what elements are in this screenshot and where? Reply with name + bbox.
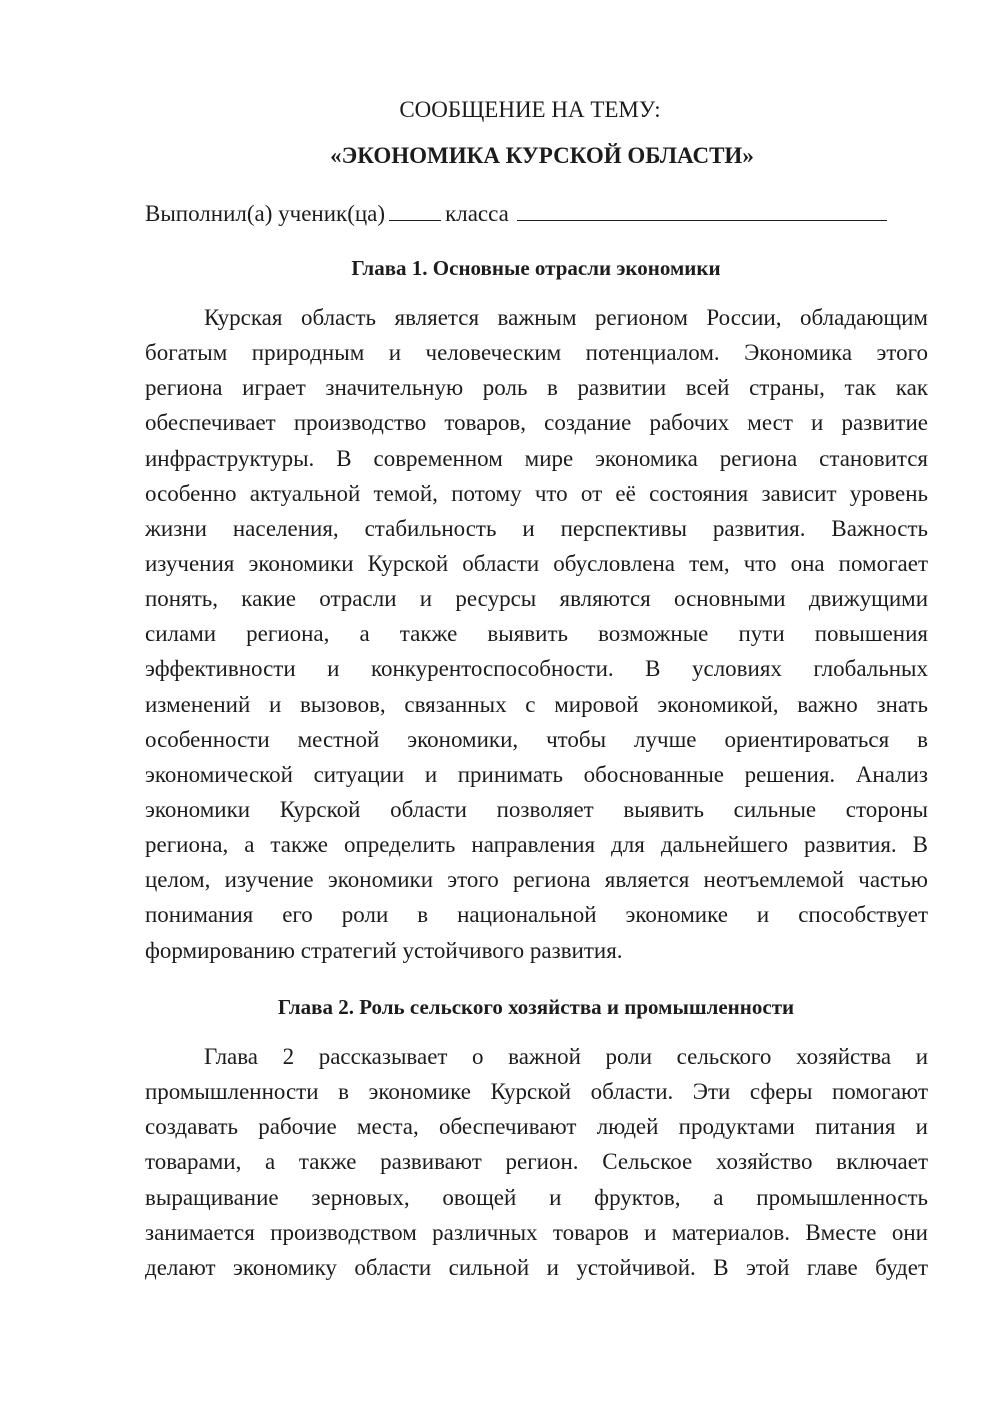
document-title-line-1: СООБЩЕНИЕ НА ТЕМУ: <box>399 97 661 122</box>
paragraph-line: Глава 2 рассказывает о важной роли сельского хозяйства и <box>204 1044 928 1069</box>
paragraph-line: занимается производством различных товаров и материалов. Вместе они <box>145 1219 928 1245</box>
paragraph-line: региона играет значительную роль в развитии всей страны, так как <box>145 375 928 401</box>
paragraph-line: богатым природным и человеческим потенциалом. Экономика этого <box>145 340 928 366</box>
paragraph-line: формированию стратегий устойчивого развития. <box>145 937 623 963</box>
paragraph-line: Курская область является важным регионом России, обладающим <box>204 305 928 330</box>
chapter-2-heading: Глава 2. Роль сельского хозяйства и промышленности <box>277 995 795 1019</box>
paragraph-line: понимания его роли в национальной экономике и способствует <box>145 902 928 928</box>
paragraph-line: эффективности и конкурентоспособности. В условиях глобальных <box>145 656 928 682</box>
class-number-blank <box>389 198 441 221</box>
paragraph-line: выращивание зерновых, овощей и фруктов, а промышленность <box>145 1184 928 1210</box>
chapter-1-paragraph <box>145 300 928 968</box>
paragraph-line: силами региона, а также выявить возможные пути повышения <box>145 621 928 647</box>
paragraph-line: создавать рабочие места, обеспечивают людей продуктами питания и <box>145 1114 928 1140</box>
paragraph-line: целом, изучение экономики этого региона является неотъемлемой частью <box>145 867 928 893</box>
paragraph-line: инфраструктуры. В современном мире экономика региона становится <box>145 445 928 471</box>
chapter-1-heading: Глава 1. Основные отрасли экономики <box>351 256 721 280</box>
paragraph-line: делают экономику области сильной и устойчивой. В этой главе будет <box>145 1254 928 1280</box>
paragraph-line: экономики Курской области позволяет выявить сильные стороны <box>145 796 928 822</box>
document-title-line-2: «ЭКОНОМИКА КУРСКОЙ ОБЛАСТИ» <box>330 143 754 168</box>
author-middle: класса <box>445 201 509 226</box>
paragraph-line: региона, а также определить направления для дальнейшего развития. В <box>145 832 928 858</box>
student-name-blank <box>517 198 887 221</box>
author-line <box>145 198 935 229</box>
paragraph-line: понять, какие отрасли и ресурсы являются основными движущими <box>145 586 928 612</box>
author-prefix: Выполнил(а) ученик(ца) <box>145 201 386 226</box>
paragraph-line: товарами, а также развивают регион. Сельское хозяйство включает <box>145 1149 928 1175</box>
paragraph-line: экономической ситуации и принимать обоснованные решения. Анализ <box>145 761 928 787</box>
paragraph-line: изменений и вызовов, связанных с мировой экономикой, важно знать <box>145 691 928 717</box>
chapter-2-paragraph <box>145 1039 928 1285</box>
paragraph-line: изучения экономики Курской области обусловлена тем, что она помогает <box>145 550 928 576</box>
paragraph-line: промышленности в экономике Курской области. Эти сферы помогают <box>145 1079 928 1105</box>
paragraph-line: особенности местной экономики, чтобы лучше ориентироваться в <box>145 726 928 752</box>
paragraph-line: обеспечивает производство товаров, создание рабочих мест и развитие <box>145 410 928 436</box>
paragraph-line: жизни населения, стабильность и перспективы развития. Важность <box>145 515 928 541</box>
paragraph-line: особенно актуальной темой, потому что от её состояния зависит уровень <box>145 480 928 506</box>
